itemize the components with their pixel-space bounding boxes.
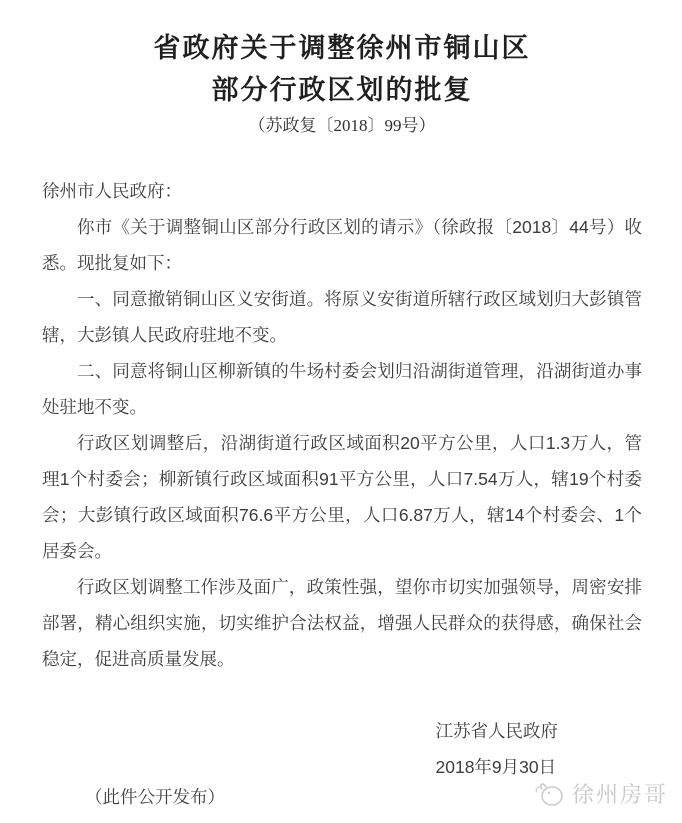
doc-number: （苏政复〔2018〕99号） (248, 116, 436, 135)
doc-header (42, 27, 642, 139)
public-release-note: （此件公开发布） (85, 787, 225, 807)
doc-title-line1: 省政府关于调整徐州市铜山区 (153, 33, 531, 63)
signature-issuer: 江苏省人民政府 (435, 721, 558, 741)
signature-block (436, 713, 559, 785)
doc-title-line2: 部分行政区划的批复 (211, 75, 473, 105)
watermark-text: 徐州房哥 (571, 782, 668, 807)
doc-title (42, 27, 642, 111)
watermark (534, 778, 668, 809)
paragraph-closing: 行政区划调整工作涉及面广，政策性强，望你市切实加强领导，周密安排部署，精心组织实施，切实维护合法权益，增强人民群众的获得感，确保社会稳定，促进高质量发展。 (42, 577, 642, 669)
signature-date: 2018年9月30日 (435, 757, 557, 777)
paragraph-item-two: 二、同意将铜山区柳新镇的牛场村委会划归沿湖街道管理，沿湖街道办事处驻地不变。 (42, 361, 642, 417)
doc-body (42, 173, 642, 677)
paragraph-item-one: 一、同意撤销铜山区义安街道。将原义安街道所辖行政区域划归大彭镇管辖，大彭镇人民政府驻地不变。 (42, 289, 642, 345)
footer-row (42, 778, 668, 815)
paragraph-statistics: 行政区划调整后，沿湖街道行政区域面积20平方公里，人口1.3万人，管理1个村委会；柳新镇行政区域面积91平方公里，人口7.54万人，辖19个村委会；大彭镇行政区域面积76.6平方公里，人口6.87万人，辖14个村委会、1个居委会。 (42, 433, 642, 561)
paragraph-reference: 你市《关于调整铜山区部分行政区划的请示》（徐政报〔2018〕44号）收悉。现批复如下： (42, 217, 642, 273)
doodle-logo-icon (534, 780, 566, 808)
salutation: 徐州市人民政府： (42, 181, 182, 201)
